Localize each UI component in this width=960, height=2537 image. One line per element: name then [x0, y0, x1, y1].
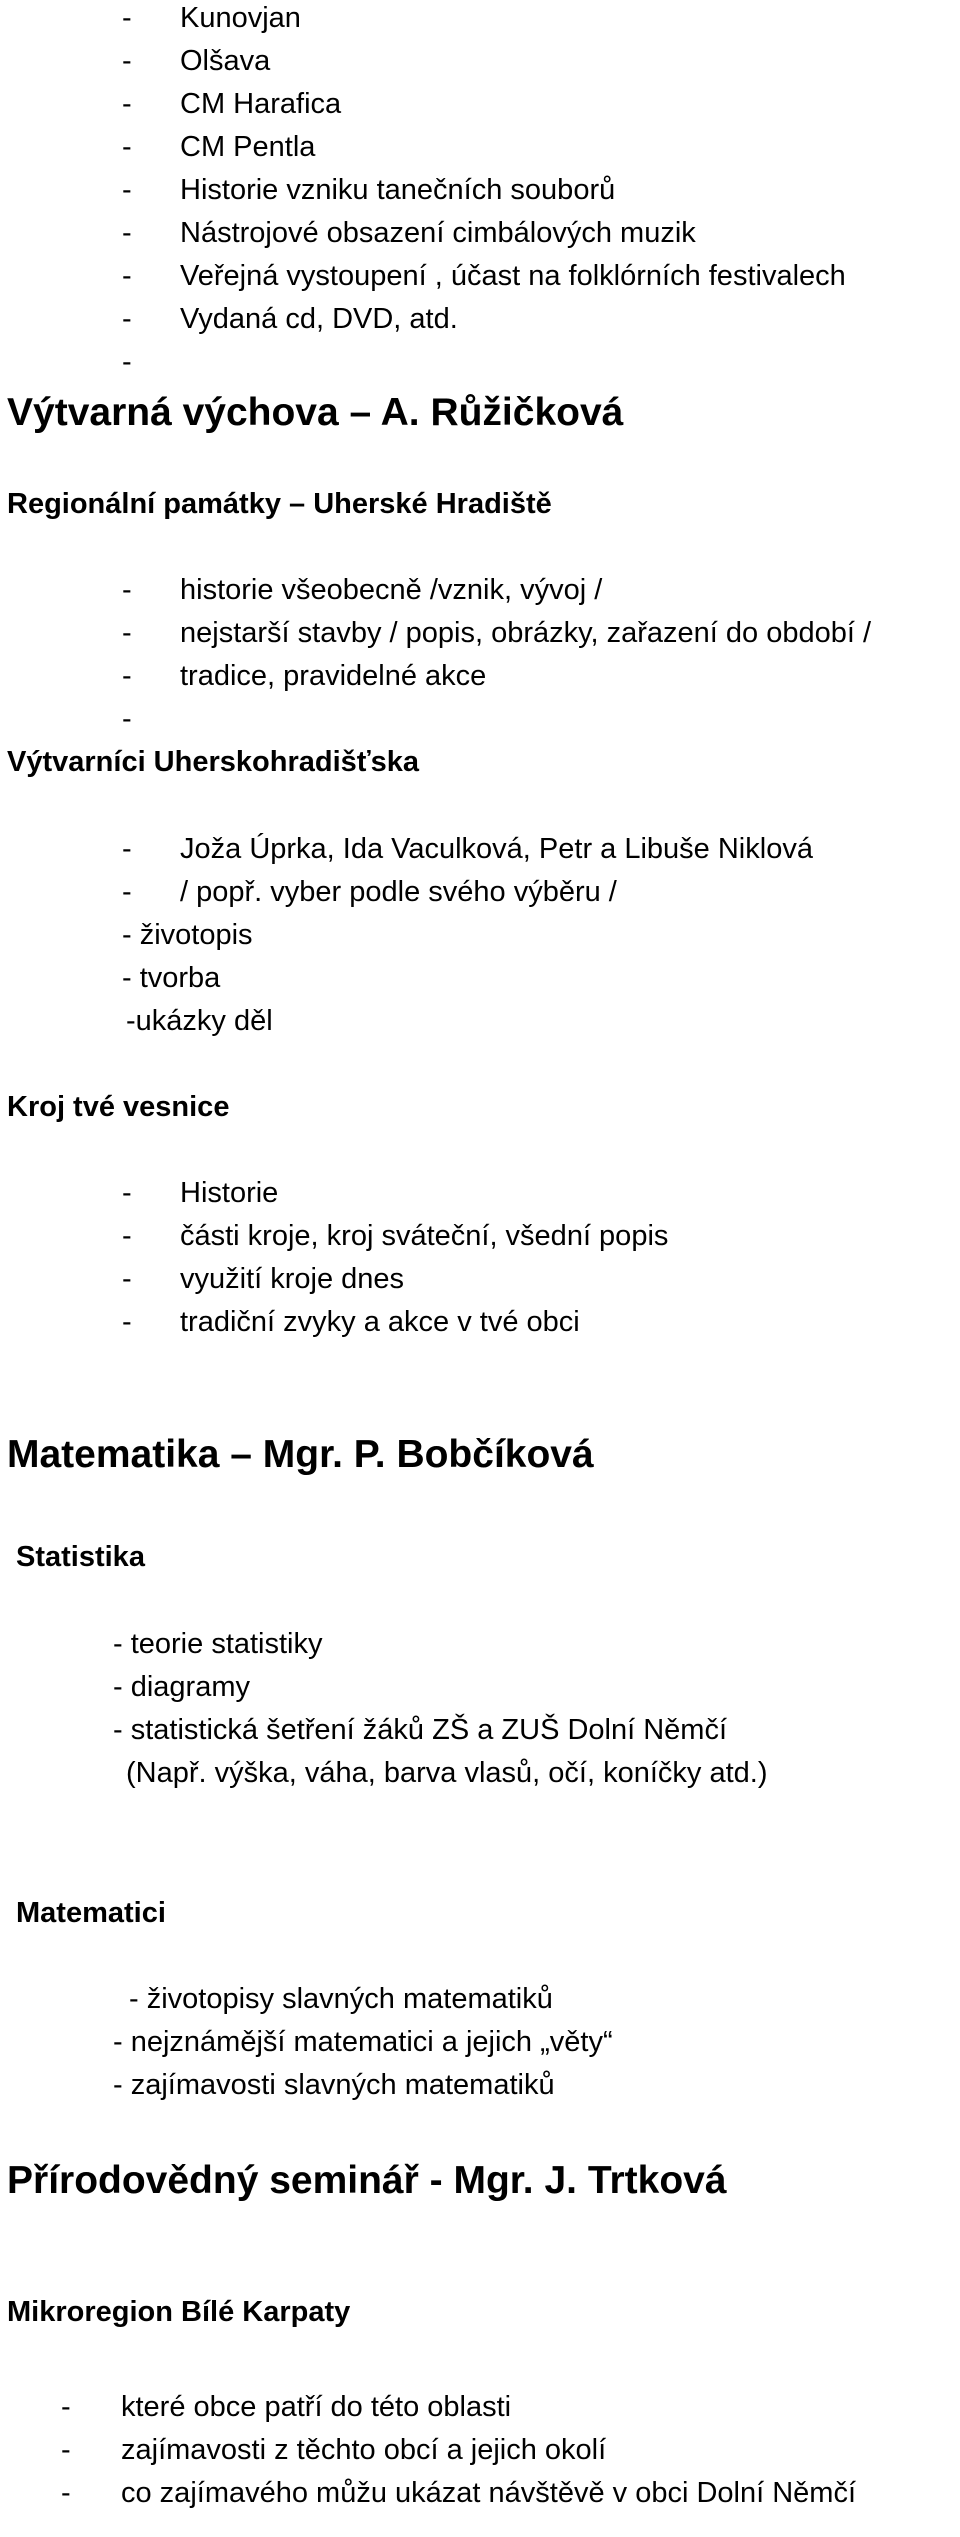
list-item: - tvorba — [122, 962, 221, 994]
section-title-matematika: Matematika – Mgr. P. Bobčíková — [7, 1433, 594, 1476]
list-item: - životopisy slavných matematiků — [129, 1983, 553, 2015]
subheading-regionalni-pamatky: Regionální památky – Uherské Hradiště — [7, 488, 552, 520]
subheading-mikroregion: Mikroregion Bílé Karpaty — [7, 2296, 351, 2328]
list-item: -ukázky děl — [126, 1005, 273, 1037]
list-item: (Např. výška, váha, barva vlasů, očí, koníčky atd.) — [126, 1757, 768, 1789]
subheading-kroj: Kroj tvé vesnice — [7, 1091, 230, 1123]
list-item: - zajímavosti slavných matematiků — [113, 2069, 555, 2101]
subheading-statistika: Statistika — [16, 1541, 145, 1573]
section-title-vytvarna: Výtvarná výchova – A. Růžičková — [7, 391, 624, 434]
section-title-prirodovedny: Přírodovědný seminář - Mgr. J. Trtková — [7, 2159, 727, 2202]
list-item: - nejznámější matematici a jejich „věty“ — [113, 2026, 613, 2058]
subheading-vytvarnici: Výtvarníci Uherskohradišťska — [7, 746, 420, 778]
document-page: - Kunovjan - Olšava - CM Harafica - CM Pentla - Historie vzniku tanečních souborů - Nástrojové obsazení cimbálových muzik - Veřejná vystoupení , účast na folklórních festivalech - Vydaná cd, DVD, atd. - Výtvarná výchova – A. Růžičková Regionální památky – Uherské Hradiště - historie všeobecně /vznik, vývoj / - nejstarší stavby / popis, obrázky, zařazení do období / - tradice, pravidelné akce - Výtvarníci Uherskohradišťska - Joža Úprka, Ida Vaculková, Petr a Libuše Niklová - / popř. vyber podle svého výběru / - životopis - tvorba -ukázky děl Kroj tvé vesnice - Historie - části kroje, kroj sváteční, všední popis - využití kroje dnes - tradiční zvyky a akce v tvé obci Matematika – Mgr. P. Bobčíková Statistika - teorie statistiky - diagramy - statistická šetření žáků ZŠ a ZUŠ Dolní Němčí (Např. výška, váha, barva vlasů, očí, koníčky atd.) Matematici - životopisy slavných matematiků - nejznámější matematici a jejich „věty“ - zajímavosti slavných matematiků Přírodovědný seminář - Mgr. J. Trtková Mikroregion Bílé Karpaty - které obce patří do této oblasti - zajímavosti z těchto obcí a jejich okolí - co zajímavého můžu ukázat návštěvě v obci Dolní Němčí — [7, 2, 872, 2509]
list-item: - životopis — [122, 919, 253, 951]
list-item: - statistická šetření žáků ZŠ a ZUŠ Dolní Němčí — [113, 1714, 728, 1746]
list-item: - diagramy — [113, 1671, 250, 1703]
subheading-matematici: Matematici — [16, 1897, 166, 1929]
list-item: - teorie statistiky — [113, 1628, 323, 1660]
